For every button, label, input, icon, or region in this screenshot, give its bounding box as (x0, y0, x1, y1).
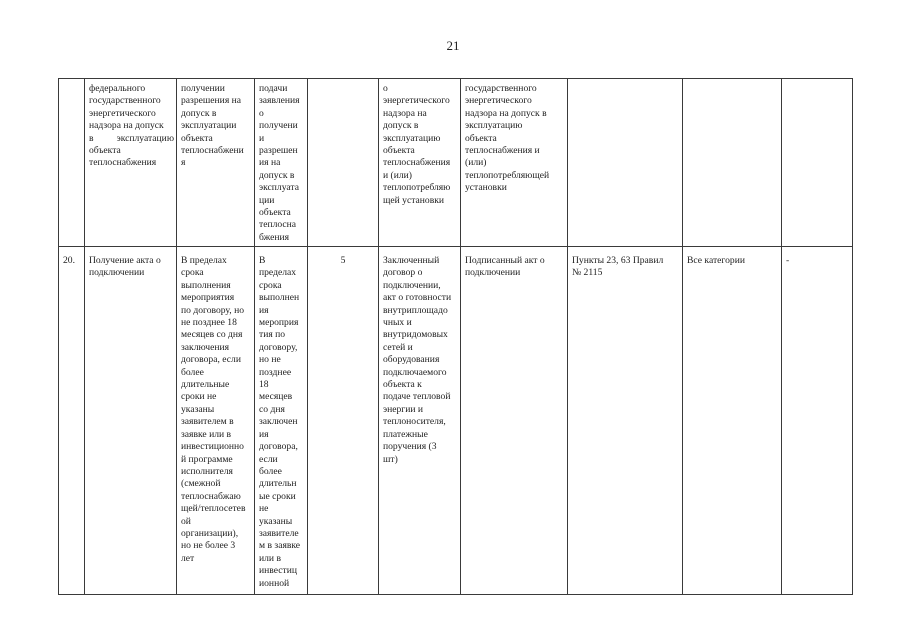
cell-text-line: Подписанный акт о (465, 255, 545, 266)
cell-text-line: Заключенный (383, 255, 440, 266)
cell-text-line: ия (259, 428, 269, 440)
cell-text-line: объекта (259, 207, 291, 219)
cell-text-line: заключения (181, 341, 230, 353)
table-cell (683, 79, 782, 247)
cell-text-line: ионной (259, 577, 290, 589)
cell-text-line: тия по (259, 329, 286, 341)
cell-text-line: договор о (383, 267, 423, 279)
table-cell (379, 79, 461, 247)
cell-text-line: месяцев (259, 391, 293, 403)
cell-text-line: договора, если (181, 354, 241, 366)
cell-text-line: подачи (259, 83, 288, 94)
cell-text-line: акт о готовности (383, 292, 452, 304)
cell-text-line: 5 (340, 255, 346, 266)
cell-text-line: ции (259, 194, 275, 206)
cell-text-line: разрешен (259, 145, 298, 157)
cell-text-line: Пункты 23, 63 Правил (572, 255, 664, 266)
cell-text-line: (смежной (181, 478, 221, 490)
cell-text-line: указаны (259, 515, 293, 527)
cell-text-line: объекта (181, 132, 213, 144)
cell-text-line: если (259, 453, 278, 465)
cell-text-line: о (383, 83, 388, 94)
cell-text-line: объекта (465, 132, 497, 144)
cell-text-line: эксплуата (259, 182, 299, 194)
cell-text-line: но не (259, 354, 281, 366)
cell-text-line: заявителе (259, 527, 299, 539)
cell-text-line: энергетического (465, 95, 532, 107)
cell-text-line: надзора на (383, 107, 427, 119)
cell-text-line: В пределах (181, 255, 227, 266)
cell-text-line: федерального (89, 83, 146, 94)
cell-text-line: мероприятия (181, 292, 235, 304)
cell-text-line: более (181, 366, 204, 378)
table-cell (59, 247, 85, 595)
table-cell (568, 247, 683, 595)
cell-text-line: чных и (383, 317, 412, 329)
cell-text-line: заявителем в (181, 416, 234, 428)
cell-text-line: внутридомовых (383, 329, 448, 341)
cell-text-line: надзора на допуск в (465, 107, 547, 119)
cell-text-line: объекта (383, 145, 415, 157)
table-row (59, 247, 853, 595)
cell-text-line: инвестиц (259, 565, 297, 577)
cell-text-line: договора, (259, 441, 298, 453)
cell-text-line: но не более 3 (181, 540, 236, 552)
cell-text-line: пределах (259, 267, 297, 279)
cell-text-line: объекта к (383, 379, 422, 391)
cell-text-line: ия на (259, 157, 281, 169)
cell-text-line: теплоснабжени (181, 145, 244, 157)
cell-text-line: Получение акта о (89, 255, 161, 266)
cell-text-line: договору, (259, 341, 298, 353)
cell-text-line: эксплуатацию (383, 132, 441, 144)
table-cell (568, 79, 683, 247)
cell-text-line: длительн (259, 478, 297, 490)
cell-text-line: оборудования (383, 354, 440, 366)
cell-text-line: заявления (259, 95, 300, 107)
cell-text-line: теплопотребляю (383, 182, 451, 194)
cell-text-line: о (259, 107, 264, 119)
cell-text-line: энергетического (89, 107, 156, 119)
cell-text-line: 20. (63, 255, 75, 266)
cell-text-line: срока (259, 279, 282, 291)
cell-text-line: щей/теплосетев (181, 503, 246, 515)
cell-text-line: со дня (259, 403, 285, 415)
cell-text-line: энергии и (383, 403, 424, 415)
cell-text-line: я (181, 157, 186, 169)
cell-text-line: щей установки (383, 194, 445, 206)
cell-text-line: не (259, 503, 269, 515)
cell-text-line: теплоснабжения и (465, 145, 540, 157)
cell-text-line: мероприя (259, 317, 299, 329)
cell-text-line: теплоснабжения (383, 157, 451, 169)
cell-text-line: и (259, 132, 265, 144)
cell-text-line: й программе (181, 453, 233, 465)
cell-text-line: теплопотребляющей (465, 169, 550, 181)
table-cell (379, 247, 461, 595)
cell-text-line: бжения (259, 231, 290, 243)
document-table (58, 78, 853, 595)
cell-text-line: допуск в (259, 169, 295, 181)
table-cell (683, 247, 782, 595)
cell-text-line: позднее (259, 366, 292, 378)
cell-text-line: ой (181, 515, 191, 527)
cell-text-line: платежные (383, 428, 428, 440)
table-cell (461, 247, 568, 595)
cell-text-line: энергетического (383, 95, 450, 107)
cell-text-line: допуск в (383, 120, 419, 132)
table-cell (255, 79, 308, 247)
cell-text-line: 18 (259, 379, 269, 391)
cell-text-line: теплоносителя, (383, 416, 446, 428)
cell-text-line: срока (181, 267, 204, 279)
cell-text-line: месяцев со дня (181, 329, 243, 341)
cell-text-line: в эксплуатацию (89, 132, 174, 144)
table-cell (85, 247, 177, 595)
cell-text-line: заявке или в (181, 428, 232, 440)
cell-text-line: установки (465, 182, 507, 194)
cell-text-line: длительные (181, 379, 230, 391)
cell-text-line: м в заявке (259, 540, 301, 552)
cell-text-line: лет (181, 552, 195, 564)
table-row (59, 79, 853, 247)
cell-text-line: более (259, 465, 282, 477)
cell-text-line: объекта (89, 145, 121, 157)
table-cell (255, 247, 308, 595)
cell-text-line: подключении, (383, 279, 441, 291)
table-cell (177, 79, 255, 247)
cell-text-line: внутриплощадо (383, 304, 448, 316)
cell-text-line: теплоснабжения (89, 157, 157, 169)
cell-text-line: допуск в (181, 107, 217, 119)
page-number: 21 (446, 38, 460, 53)
cell-text-line: ия (259, 304, 269, 316)
cell-text-line: Все категории (687, 255, 745, 266)
cell-text-line: № 2115 (572, 267, 603, 279)
table-cell (782, 79, 853, 247)
cell-text-line: теплоснабжаю (181, 490, 241, 502)
table-cell (308, 247, 379, 595)
cell-text-line: по договору, но (181, 304, 244, 316)
cell-text-line: получении (181, 83, 225, 94)
cell-text-line: ые сроки (259, 490, 296, 502)
cell-text-line: исполнителя (181, 465, 233, 477)
table-cell (782, 247, 853, 595)
cell-text-line: или в (259, 552, 281, 564)
cell-text-line: выполнен (259, 292, 300, 304)
cell-text-line: - (786, 255, 790, 266)
cell-text-line: подключаемого (383, 366, 447, 378)
table-cell (59, 79, 85, 247)
table-cell (177, 247, 255, 595)
cell-text-line: выполнения (181, 279, 231, 291)
cell-text-line: государственного (465, 83, 537, 94)
cell-text-line: надзора на допуск (89, 120, 164, 132)
cell-text-line: разрешения на (181, 95, 242, 107)
cell-text-line: поручения (3 (383, 441, 437, 453)
cell-text-line: эксплуатацию (465, 120, 523, 132)
table-body (59, 79, 853, 595)
cell-text-line: и (или) (383, 169, 412, 181)
cell-text-line: государственного (89, 95, 161, 107)
cell-text-line: организации), (181, 527, 239, 539)
cell-text-line: указаны (181, 403, 215, 415)
cell-text-line: (или) (465, 157, 487, 169)
cell-text-line: В (259, 255, 266, 266)
cell-text-line: сроки не (181, 391, 217, 403)
cell-text-line: получени (259, 120, 298, 132)
cell-text-line: теплосна (259, 219, 297, 231)
cell-text-line: подаче тепловой (383, 391, 451, 403)
cell-text-line: эксплуатации (181, 120, 237, 132)
cell-text-line: подключении (465, 267, 521, 279)
cell-text-line: шт) (383, 453, 398, 465)
cell-text-line: инвестиционно (181, 441, 244, 453)
table-cell (461, 79, 568, 247)
table-cell (308, 79, 379, 247)
cell-text-line: заключен (259, 416, 298, 428)
cell-text-line: не позднее 18 (181, 317, 237, 329)
table-cell (85, 79, 177, 247)
cell-text-line: подключении (89, 267, 145, 279)
cell-text-line: сетей и (383, 341, 413, 353)
